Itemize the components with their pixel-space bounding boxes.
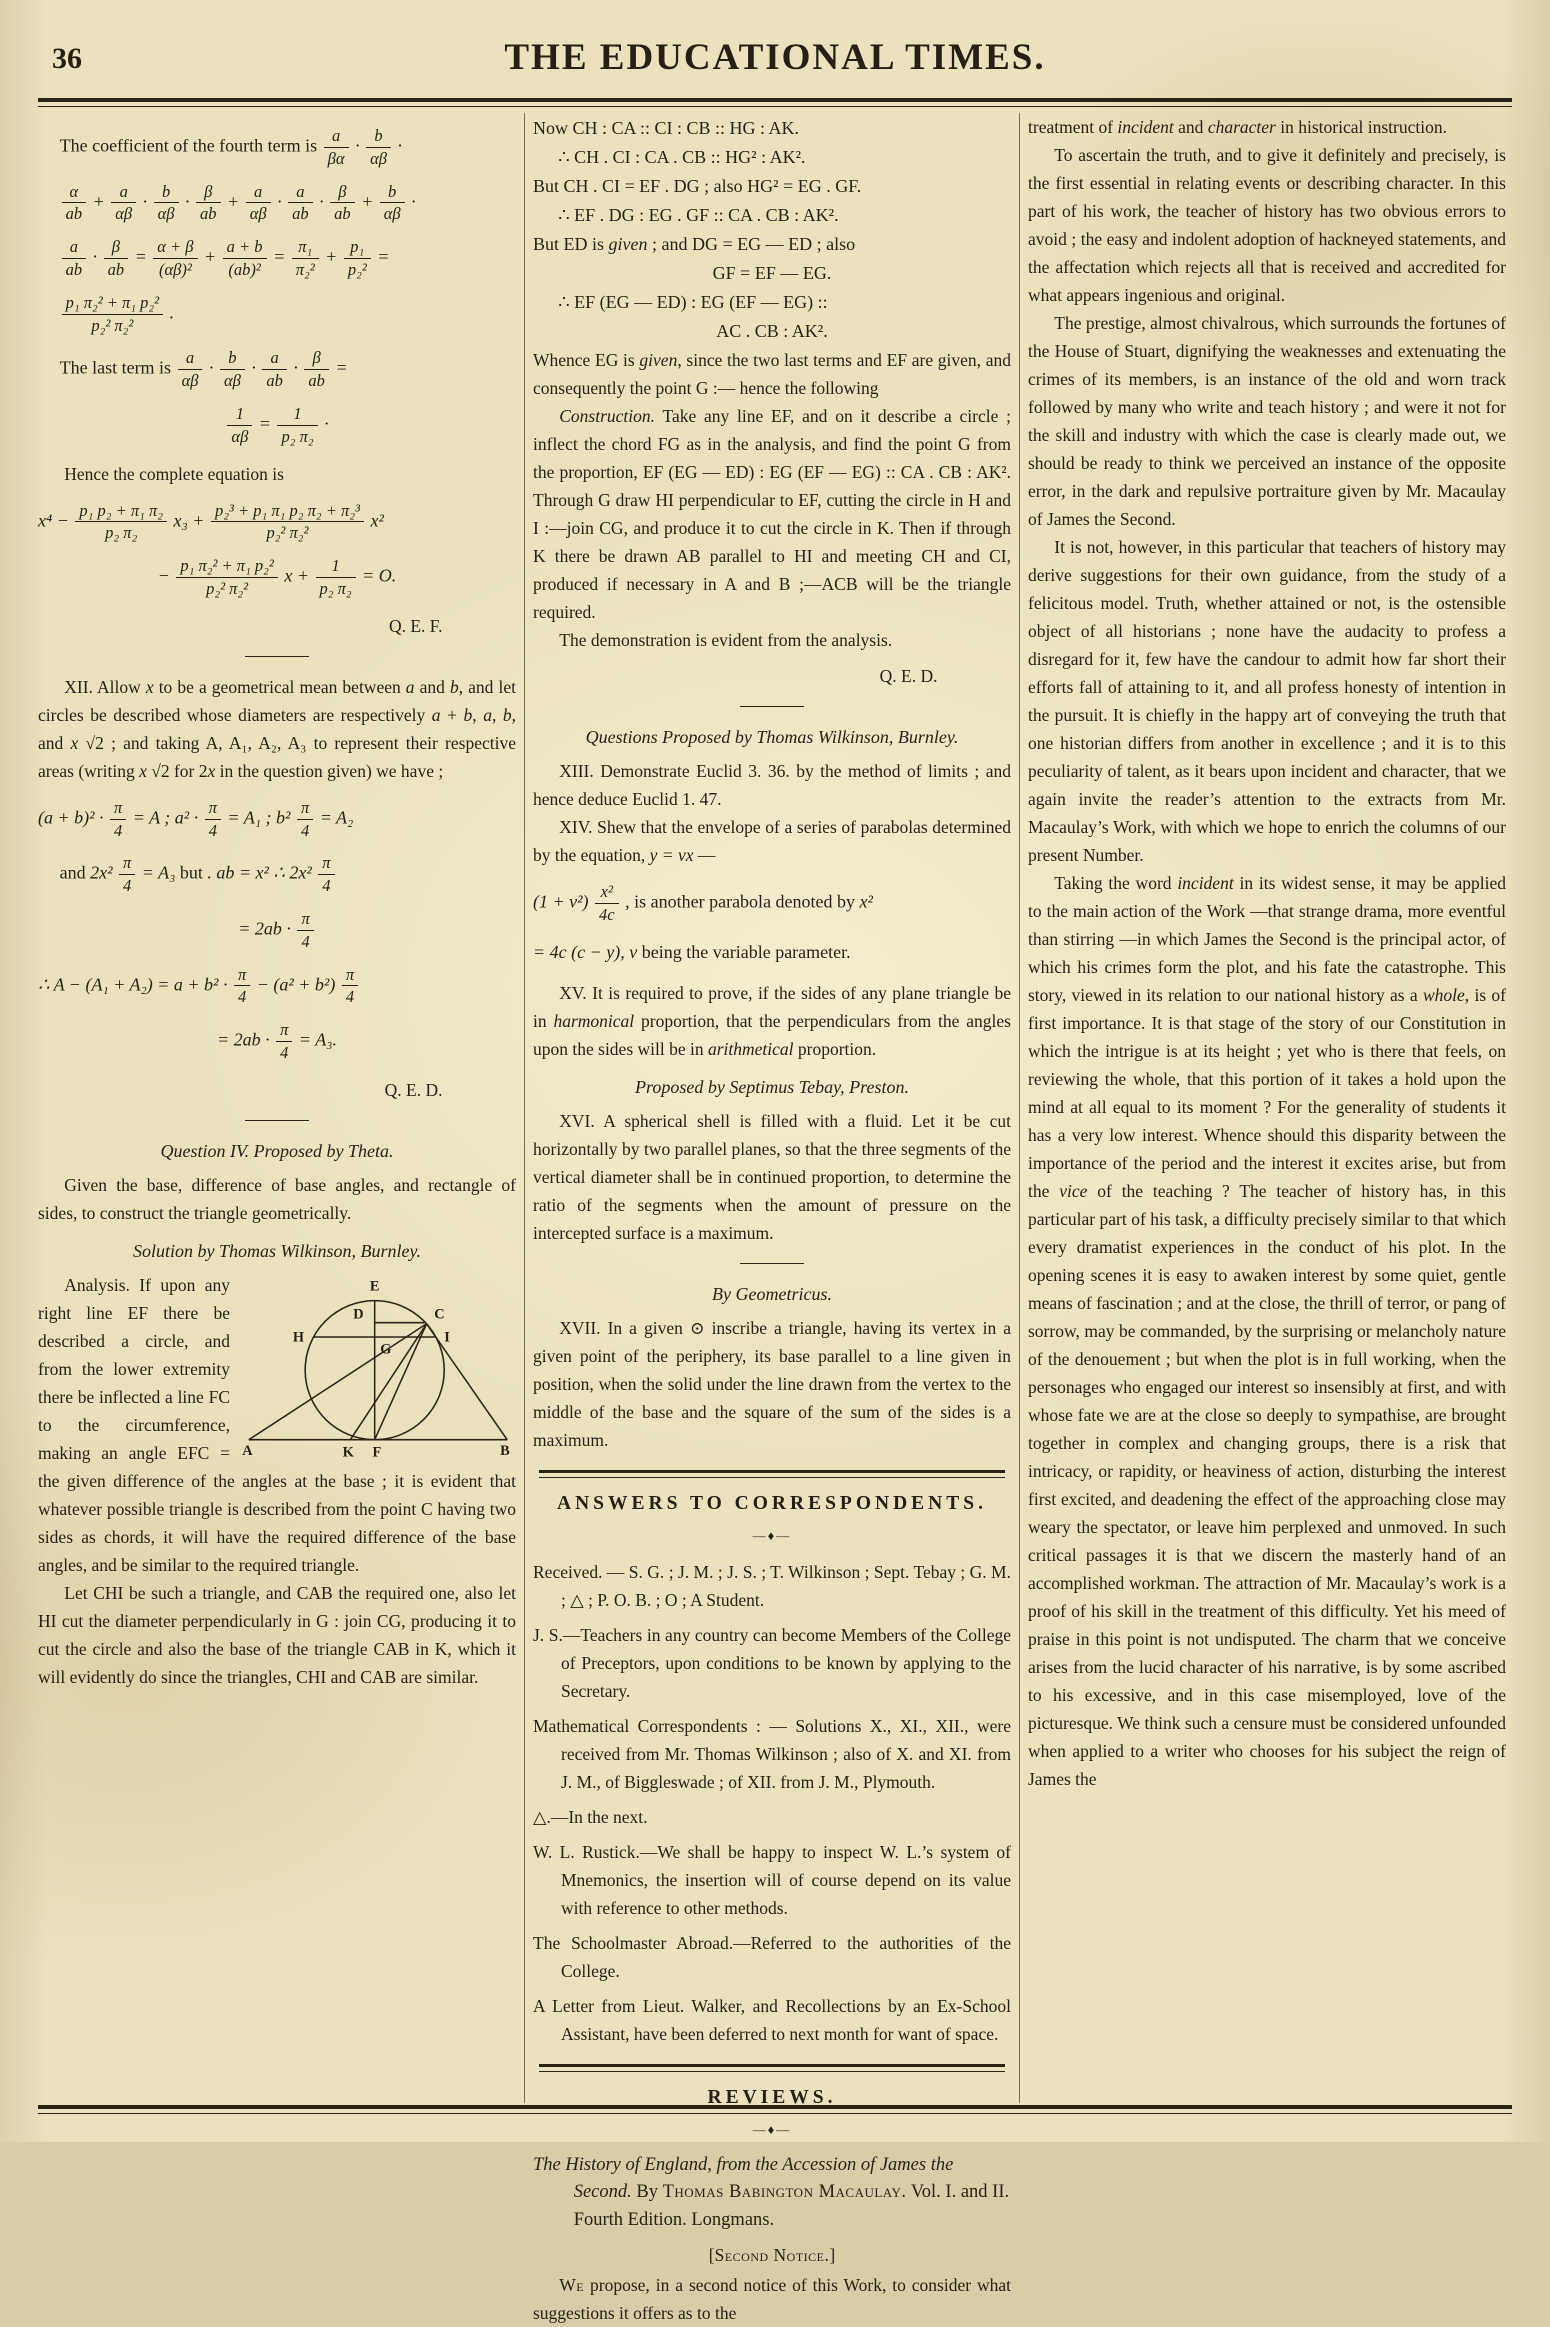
review-continuation-2: To ascertain the truth, and to give it definitely and precisely, is the first essential in relating events or describing character. In this part of his work, the teacher of history has two obvious errors to avoid ; the easy and indolent adoption of hackneyed statements, and the affectation which rejects all that is received and accredited for what appears ingenious and original. xyxy=(1028,145,1506,305)
fraction: $\frac{\pi}{4}$ xyxy=(276,1020,292,1063)
figure-label-F: F xyxy=(372,1443,382,1460)
fraction: $\frac{1}{\text{p₂ π₂}}$ xyxy=(316,556,356,599)
fraction: $\frac{a}{ab}$ xyxy=(262,348,287,391)
figure-label-E: E xyxy=(369,1278,380,1295)
proportion-6: GF = EF — EG. xyxy=(712,263,832,283)
question-xvi: XVI. A spherical shell is filled with a fluid. Let it be cut horizontally by two parallel planes, so that the three segments of the vertical diameter shall be in continued proportion, to determine the ratio of the segments when the amount of pressure on the intercepted surface is a maximum. xyxy=(533,1110,1011,1243)
demonstration-line: The demonstration is evident from the analysis. xyxy=(559,630,893,650)
review-continuation-3: The prestige, almost chivalrous, which surrounds the fortunes of the House of Stuart, dignifying the weaknesses and extenuating the crimes of its members, is an instance of the old and worn track followed by many who write and teach history ; and were it not for the skill and industry with which the case is clearly made out, we should be ready to think we perceived an instance of the opposite error, in the dark and repulsive portraiture given by Mr. Macaulay of James the Second. xyxy=(1028,313,1506,529)
tebay-heading: Proposed by Septimus Tebay, Preston. xyxy=(635,1076,909,1097)
masthead-title: THE EDUCATIONAL TIMES. xyxy=(504,37,1046,78)
fraction: $\frac{\pi}{4}$ xyxy=(234,965,250,1008)
fraction: $\frac{\pi}{4}$ xyxy=(205,798,221,841)
column-2 xyxy=(533,113,1012,2323)
ornament-divider: —♦— xyxy=(752,2121,792,2137)
section-divider xyxy=(245,1120,309,1121)
figure-label-B: B xyxy=(500,1442,510,1459)
proportion-8: AC . CB : AK². xyxy=(716,321,828,341)
proportion-2: ∴ CH . CI : CA . CB :: HG² : AK². xyxy=(558,147,806,167)
fraction: $\frac{\text{p₂³ + p₁ π₁ p₂ π₂ + π₂³}}{\text{p₂² π₂²}}$ xyxy=(211,501,364,544)
analysis-paragraph xyxy=(38,1271,516,1579)
fraction: $\frac{a}{\alpha\beta}$ xyxy=(178,348,203,391)
rustick-entry: W. L. Rustick.—We shall be happy to inspect W. L.’s system of Mnemonics, the insertion will of course depend on its value with reference to other methods. xyxy=(533,1841,1011,1918)
fraction: $\frac{\pi}{4}$ xyxy=(342,965,358,1008)
letter-entry: A Letter from Lieut. Walker, and Recollections by an Ex-School Assistant, have been deferred to next month for want of space. xyxy=(533,1995,1011,2044)
fraction: $\frac{\pi}{4}$ xyxy=(297,909,313,952)
wilkinson-questions-heading: Questions Proposed by Thomas Wilkinson, Burnley. xyxy=(585,727,959,747)
analysis-text: Analysis. If upon any right line EF there be described a circle, and from the lower extremity there be inflected a line FC to the circumference, making an angle EFC = the given difference of the angles at the base ; it is evident that whatever possible triangle is described from the point C having two sides as chords, it will have the required difference of the base angles, and be similar to the required triangle. xyxy=(38,1274,516,1575)
proportion-4: ∴ EF . DG : EG . GF :: CA . CB : AK². xyxy=(558,205,839,225)
problem-xii: XII. Allow x to be a geometrical mean between a and b, and let circles be described whose diameters are respectively a + b, a, b, and x √2 ; and taking A, A₁, A₂, A₃ to represent their respective areas (writing x √2 for 2x in the question given) we have ; xyxy=(38,676,517,781)
figure-label-C: C xyxy=(434,1305,445,1322)
proportion-7: ∴ EF (EG — ED) : EG (EF — EG) :: xyxy=(558,292,828,312)
column-rule-1 xyxy=(524,113,525,2103)
figure-label-A: A xyxy=(242,1442,253,1459)
fraction: $\frac{\beta}{ab}$ xyxy=(196,182,221,225)
fraction: $\frac{1}{\text{p₂ π₂}}$ xyxy=(277,404,317,447)
double-rule xyxy=(539,1470,1005,1478)
figure-label-I: I xyxy=(444,1329,450,1346)
review-citation: The History of England, from the Accession of James the Second. By Thomas Babington Macaulay. Vol. I. and II. Fourth Edition. Longmans. xyxy=(533,2154,1010,2231)
section-divider xyxy=(245,656,309,657)
fraction: $\frac{a}{\beta\alpha}$ xyxy=(324,126,349,169)
question-xvii: XVII. In a given ⊙ inscribe a triangle, having its vertex in a given point of the periphery, its base parallel to a line given in position, when the solid under the line drawn from the vertex to the middle of the base and the square of the sum of the sides is a maximum. xyxy=(533,1317,1011,1450)
page-columns xyxy=(38,113,1512,2323)
figure-label-K: K xyxy=(342,1443,354,1460)
double-rule xyxy=(539,2064,1005,2072)
fraction: $\frac{a}{\alpha\beta}$ xyxy=(111,182,136,225)
fraction: $\frac{\beta}{ab}$ xyxy=(104,237,129,280)
proportion-1: Now CH : CA :: CI : CB :: HG : AK. xyxy=(533,118,800,138)
triangle-entry: △.—In the next. xyxy=(533,1806,648,1827)
a3-equation: and 2x² $\frac{\pi}{4}$ = A₃ but . ab = x² ∴ 2x² $\frac{\pi}{4}$ xyxy=(38,853,516,896)
review-continuation-1: treatment of incident and character in historical instruction. xyxy=(1028,117,1447,137)
question-xiv-intro: XIV. Shew that the envelope of a series of parabolas determined by the equation, y = vx — xyxy=(533,817,1011,865)
section-divider xyxy=(740,706,804,707)
construction-close: Let CHI be such a triangle, and CAB the required one, also let HI cut the diameter perpendicularly in G : join CG, producing it to cut the circle and also the base of the triangle CAB in K, which it will evidently do since the triangles, CHI and CAB are similar. xyxy=(38,1582,516,1687)
fraction: $\frac{1}{\alpha\beta}$ xyxy=(227,404,252,447)
difference-equation: ∴ A − (A₁ + A₂) = a + b² · $\frac{\pi}{4}$ − (a² + b²) $\frac{\pi}{4}$ xyxy=(38,965,516,1008)
question-xiv-math1: (1 + v²) $\frac{\text{x²}}{4c}$ , is another parabola denoted by x² xyxy=(533,882,873,924)
fraction: $\frac{a}{ab}$ xyxy=(62,237,87,280)
reciprocal-equation: $\frac{1}{\alpha\beta}$ = $\frac{1}{\text{p₂ π₂}}$ · xyxy=(38,404,516,447)
fraction: $\frac{\alpha}{ab}$ xyxy=(62,182,87,225)
review-opening: We propose, in a second notice of this Work, to consider what suggestions it offers as to the xyxy=(533,2274,1011,2323)
qed-col2: Q. E. D. xyxy=(879,666,938,686)
fraction: $\frac{\beta}{ab}$ xyxy=(304,348,329,391)
fraction: $\frac{b}{\alpha\beta}$ xyxy=(366,126,391,169)
math-correspondents-entry: Mathematical Correspondents : — Solutions X., XI., XII., were received from Mr. Thomas Wilkinson ; also of X. and XI. from J. M., of Biggleswade ; of XII. from J. M., Plymouth. xyxy=(533,1715,1011,1792)
question-xiii: XIII. Demonstrate Euclid 3. 36. by the method of limits ; and hence deduce Euclid 1. 47. xyxy=(533,761,1011,809)
proportion-3: But CH . CI = EF . DG ; also HG² = EG . GF. xyxy=(533,176,862,196)
fraction: $\frac{b}{\alpha\beta}$ xyxy=(380,182,405,225)
page-number: 36 xyxy=(52,42,82,75)
fraction: $\frac{b}{\alpha\beta}$ xyxy=(154,182,179,225)
fraction: $\frac{\text{p₁ π₂² + π₁ p₂²}}{\text{p₂² π₂²}}$ xyxy=(176,556,278,599)
whence-paragraph: Whence EG is given, since the two last terms and EF are given, and consequently the point G :— hence the following xyxy=(533,350,1012,398)
fraction: $\frac{\text{p₁ π₂² + π₁ p₂²}}{\text{p₂² π₂²}}$ xyxy=(62,293,164,336)
product-equation: $\frac{a}{ab}$ · $\frac{\beta}{ab}$ = $\frac{\alpha + \beta}{\text{(αβ)²}}$ + $\frac{a + b}{\text{(ab)²}}$ = $\frac{\text{π₁}}{\text{π₂²}}$ + $\frac{\text{p₁}}{\text{p₂²}}$ = xyxy=(38,237,516,280)
geometricus-heading: By Geometricus. xyxy=(712,1283,832,1304)
figure-label-D: D xyxy=(353,1305,364,1322)
received-entry: Received. — S. G. ; J. M. ; J. S. ; T. Wilkinson ; Sept. Tebay ; G. M. ; △ ; P. O. B. ; O ; A Student. xyxy=(533,1561,1011,1610)
fraction: $\frac{\alpha + \beta}{\text{(αβ)²}}$ xyxy=(153,237,197,280)
last-term-line: The last term is $\frac{a}{\alpha\beta}$ · $\frac{b}{\alpha\beta}$ · $\frac{a}{ab}$ · $\frac{\beta}{ab}$ = xyxy=(59,348,348,391)
fraction: $\frac{\text{p₁}}{\text{p₂²}}$ xyxy=(344,237,371,280)
footer-double-rule xyxy=(38,2105,1512,2114)
review-continuation-4: It is not, however, in this particular that teachers of history may derive suggestions for their own guidance, from the study of a felicitous model. Truth, whether attained or not, is the ostensible object of all historians ; none have the audacity to profess a disregard for it, few have the candour to admit how far short their efforts fall of attaining to it, and all profess honesty of intention in the pursuit. It is chiefly in the happy art of conveying the truth that one historian differs from another in excellence ; and it is to this peculiarity of talent, as it bears upon incident and character, that we again invite the reader’s attention to the extracts from Mr. Macaulay’s Work, with which we hope to enrich the columns of our present Number. xyxy=(1028,537,1506,865)
fraction: $\frac{a + b}{\text{(ab)²}}$ xyxy=(223,237,267,280)
question-xiv-math2: = 4c (c − y), v being the variable parameter. xyxy=(533,941,851,962)
column-rule-2 xyxy=(1019,113,1020,2103)
equals-a3: = 2ab · $\frac{\pi}{4}$ = A₃. xyxy=(216,1020,337,1062)
reviews-heading: REVIEWS. xyxy=(707,2086,837,2108)
js-entry: J. S.—Teachers in any country can become Members of the College of Preceptors, upon conditions to be known by applying to the Secretary. xyxy=(533,1624,1011,1701)
figure-label-G: G xyxy=(380,1341,392,1358)
areas-equation: (a + b)² · $\frac{\pi}{4}$ = A ; a² · $\frac{\pi}{4}$ = A₁ ; b² $\frac{\pi}{4}$ = A₂ xyxy=(38,797,354,840)
figure-container xyxy=(240,1273,516,1463)
question-iv-heading: Question IV. Proposed by Theta. xyxy=(160,1140,394,1161)
expansion-equation: $\frac{\alpha}{ab}$ + $\frac{a}{\alpha\beta}$ · $\frac{b}{\alpha\beta}$ · $\frac{\beta}{ab}$ + $\frac{a}{\alpha\beta}$ · $\frac{a}{ab}$ · $\frac{\beta}{ab}$ + $\frac{b}{\alpha\beta}$ · xyxy=(38,182,516,225)
section-divider xyxy=(740,1263,804,1264)
schoolmaster-entry: The Schoolmaster Abroad.—Referred to the authorities of the College. xyxy=(533,1932,1011,1981)
fraction: $\frac{\beta}{ab}$ xyxy=(330,182,355,225)
qed-col1: Q. E. D. xyxy=(384,1079,443,1100)
equals-2ab: = 2ab · $\frac{\pi}{4}$ xyxy=(38,909,516,952)
fraction: $\frac{a}{\alpha\beta}$ xyxy=(246,182,271,225)
fraction: $\frac{\pi}{4}$ xyxy=(110,798,126,841)
coefficient-fourth-term-line: The coefficient of the fourth term is $\frac{a}{\beta\alpha}$ · $\frac{b}{\alpha\beta}$ · xyxy=(59,126,402,168)
fraction: $\frac{\pi}{4}$ xyxy=(297,798,313,841)
question-xv: XV. It is required to prove, if the sides of any plane triangle be in harmonical proportion, that the perpendiculars from the angles upon the sides will be in arithmetical proportion. xyxy=(533,982,1011,1059)
column-1 xyxy=(38,113,516,2103)
geometric-construction-figure xyxy=(240,1273,516,1463)
fraction: $\frac{\pi}{4}$ xyxy=(119,853,135,896)
fraction: $\frac{b}{\alpha\beta}$ xyxy=(220,348,245,391)
answers-heading: ANSWERS TO CORRESPONDENTS. xyxy=(557,1492,987,1514)
column-3 xyxy=(1028,113,1506,2103)
qef: Q. E. F. xyxy=(388,615,443,636)
complete-equation-line2: − $\frac{\text{p₁ π₂² + π₁ p₂²}}{\text{p₂² π₂²}}$ x + $\frac{1}{\text{p₂ π₂}}$ = O. xyxy=(157,556,397,598)
header-double-rule xyxy=(38,98,1512,107)
solution-heading: Solution by Thomas Wilkinson, Burnley. xyxy=(133,1240,421,1261)
fraction: $\frac{\text{π₁}}{\text{π₂²}}$ xyxy=(292,237,319,280)
proportion-5: But ED is given ; and DG = EG — ED ; also xyxy=(533,234,856,254)
page-header xyxy=(38,26,1512,90)
ornament-divider: —♦— xyxy=(752,1527,792,1543)
figure-label-H: H xyxy=(292,1329,305,1346)
fraction: $\frac{\text{p₁ p₂ + π₁ π₂}}{\text{p₂ π₂}}$ xyxy=(75,501,167,544)
question-iv-text: Given the base, difference of base angles, and rectangle of sides, to construct the triangle geometrically. xyxy=(38,1174,516,1223)
construction-paragraph: Construction. Take any line EF, and on it describe a circle ; inflect the chord FG as in the analysis, and find the point G from the proportion, EF (EG — ED) : EG (EF — EG) :: CA . CB : AK². Through G draw HI perpendicular to EF, cutting the circle in H and I :—join CG, and produce it to cut the circle in K. Then if through K there be drawn AB parallel to HI and meeting CH and CI, produced if necessary in A and B ;—ACB will be the triangle required. xyxy=(533,406,1011,622)
combined-fraction: $\frac{\text{p₁ π₂² + π₁ p₂²}}{\text{p₂² π₂²}}$ . xyxy=(38,293,516,336)
review-continuation-5: Taking the word incident in its widest sense, it may be applied to the main action of the Work —that strange drama, more eventful than stirring —in which James the Second is the principal actor, of which his crimes form the plot, and his fate the catastrophe. This story, viewed in its relation to our national history as a whole, is of first importance. It is that stage of the story of our Constitution in which the intrigue is at its height ; yet who is there that feels, on reviewing the whole, that this portion of it takes a hold upon the mind at all equal to its moment ? For the generality of students it has a very low interest. Whence should this disparity between the importance of the period and the interest it excites arise, but from the vice of the teaching ? The teacher of history has, in this particular part of his task, a difficulty precisely similar to that which every dramatist experiences in the conduct of his plot. In the opening scenes it is easy to awaken interest by some quiet, gentle means of fascination ; and at the close, the thrill of terror, or pang of sorrow, may be commanded, by the surprising or melancholy nature of the denouement ; but when the plot is in full working, when the personages who engaged our interest so insensibly at first, and with whose fate we are at the close so deeply to sympathise, are brought together in complex and changing groups, there is a risk that intricacy, or rapidity, or heaviness of action, disturbing the interest first excited, and deadening the effect of the approaching close may weary the spectator, or leave him perplexed and unmoved. In such critical passages it is that we discern the masterly hand of an accomplished workman. The attraction of Mr. Macaulay’s work is a proof of his skill in the treatment of this difficulty. Yet his meed of praise in this point is not undisputed. The charm that we conceive arises from the lucid character of his narrative, is by some ascribed to his excessive, and in this case misemployed, love of the picturesque. We think such a censure must be considered unfounded when applied to a writer who chooses for his subject the reign of James the xyxy=(1028,873,1507,1789)
hence-line: Hence the complete equation is xyxy=(64,463,284,484)
complete-equation-line1: x⁴ − $\frac{\text{p₁ p₂ + π₁ π₂}}{\text{p₂ π₂}}$ x₃ + $\frac{\text{p₂³ + p₁ π₁ p₂ π₂ + π₂³}}{\text{p₂² π₂²}}$ x² xyxy=(38,500,384,543)
fraction: $\frac{a}{ab}$ xyxy=(288,182,313,225)
second-notice: [Second Notice.] xyxy=(708,2244,836,2265)
fraction: $\frac{\pi}{4}$ xyxy=(318,853,334,896)
fraction: $\frac{\text{x²}}{4c}$ xyxy=(595,882,619,925)
